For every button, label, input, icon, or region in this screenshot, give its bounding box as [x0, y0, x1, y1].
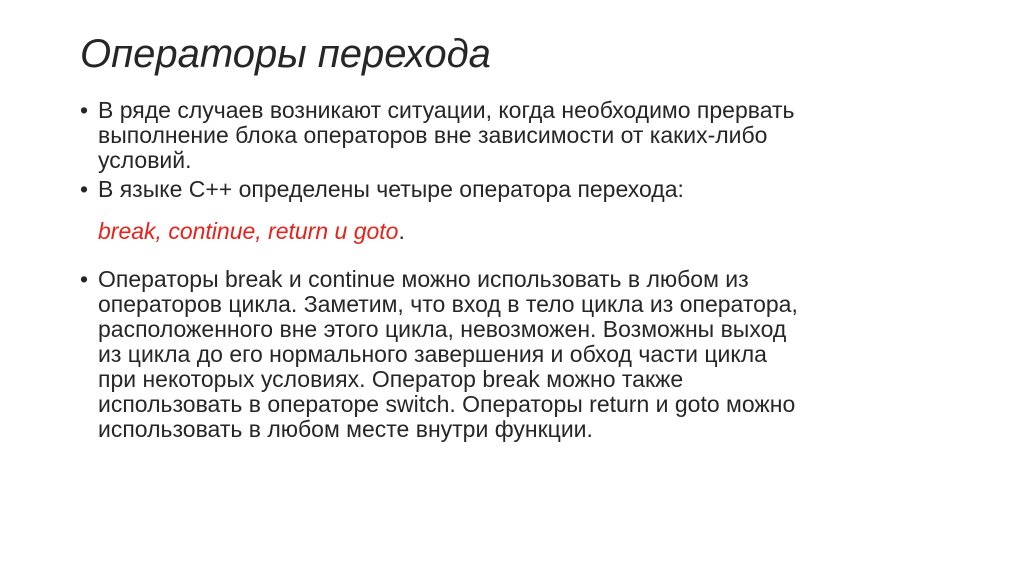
- slide-title: Операторы перехода: [80, 32, 491, 76]
- keywords-highlight: break, continue, return и goto: [98, 218, 399, 244]
- slide-content: [80, 98, 950, 442]
- bullet-text-line: расположенного вне этого цикла, невозможен. Возможны выход: [98, 316, 787, 342]
- bullet-text-line: выполнение блока операторов вне зависимости от каких-либо: [98, 122, 768, 148]
- bullet-dot: •: [80, 266, 89, 292]
- bullet-text-line: В языке С++ определены четыре оператора перехода:: [98, 176, 684, 202]
- bullet-dot: •: [80, 97, 89, 123]
- keywords-line: [80, 219, 950, 244]
- bullet-text-line: использовать в любом месте внутри функции.: [98, 416, 593, 442]
- bullet-text-line: операторов цикла. Заметим, что вход в тело цикла из оператора,: [98, 291, 798, 317]
- bullet-text-line: В ряде случаев возникают ситуации, когда необходимо прервать: [98, 97, 795, 123]
- bullet-text-line: из цикла до его нормального завершения и обход части цикла: [98, 341, 767, 367]
- bullet-text-line: Операторы break и continue можно использовать в любом из: [98, 266, 749, 292]
- bullet-item-situations: [80, 98, 950, 173]
- bullet-dot: •: [80, 176, 89, 202]
- keywords-suffix: .: [398, 218, 405, 244]
- bullet-item-cpp-operators: [80, 177, 950, 202]
- bullet-item-break-continue: [80, 267, 950, 442]
- bullet-text-line: использовать в операторе switch. Операторы return и goto можно: [98, 391, 796, 417]
- bullet-text-line: условий.: [98, 147, 192, 173]
- bullet-text-line: при некоторых условиях. Оператор break можно также: [98, 366, 684, 392]
